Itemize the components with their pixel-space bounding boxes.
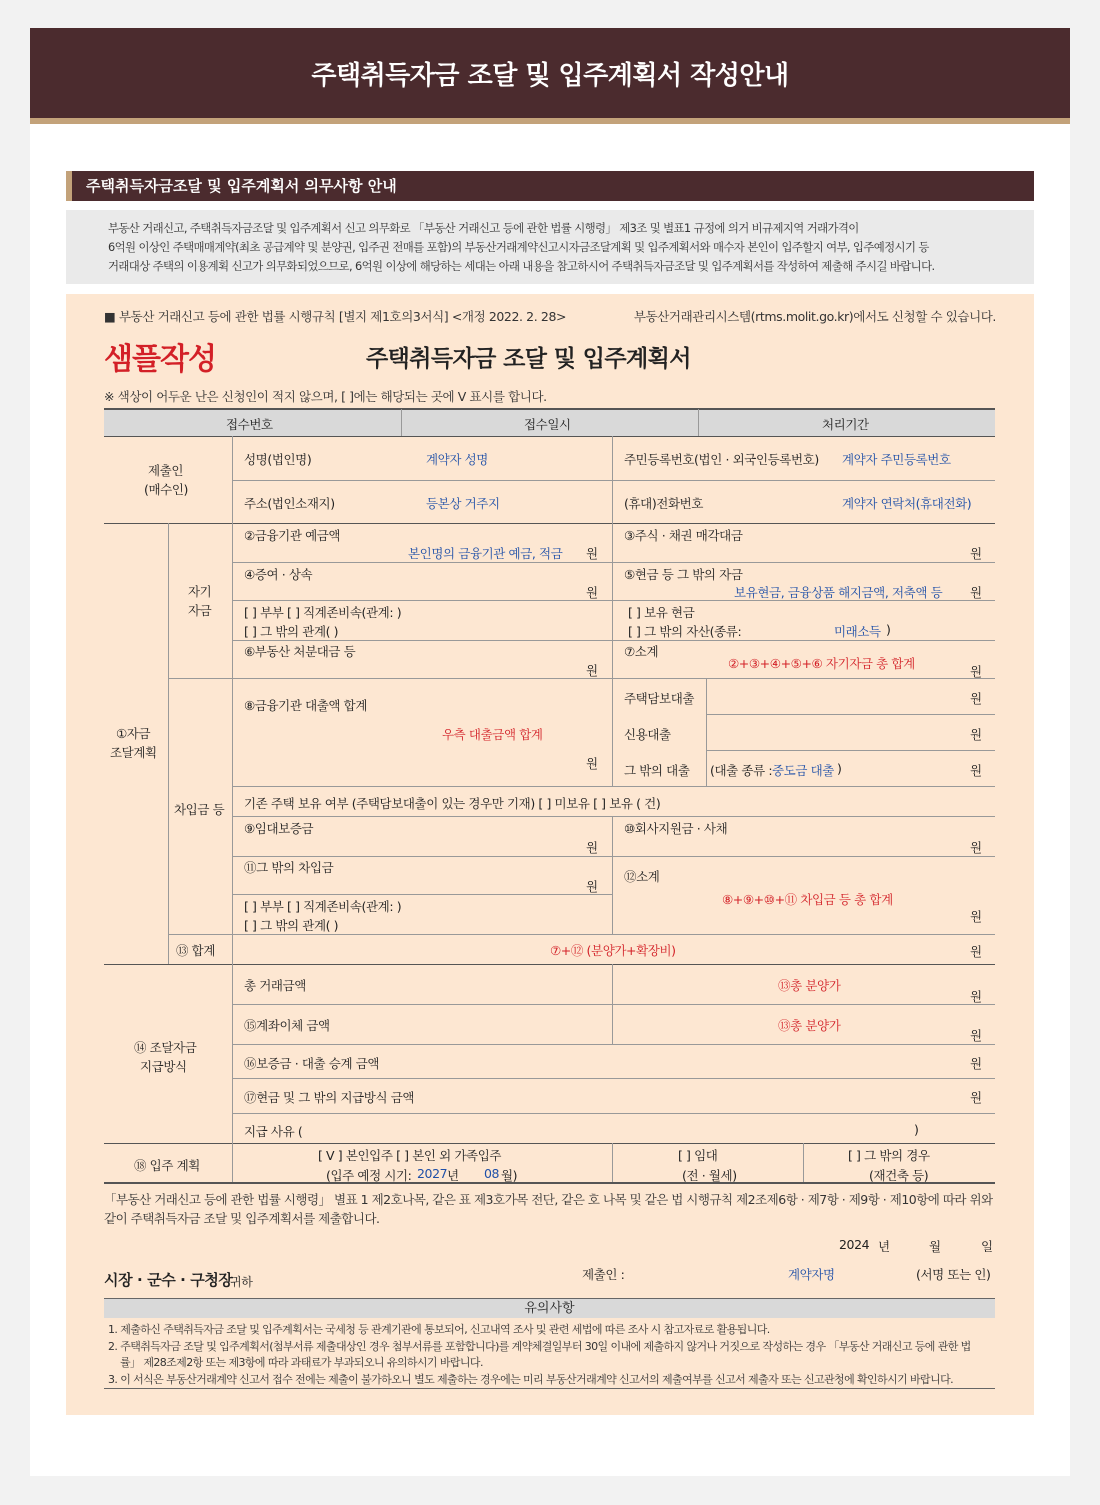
won-unit: 원	[970, 944, 982, 959]
credit-loan-label: 신용대출	[624, 727, 671, 742]
loan-type-value: 중도금 대출	[772, 763, 834, 778]
succession-label: ⑯보증금 · 대출 승계 금액	[244, 1056, 380, 1071]
existing-house-row: 기존 주택 보유 여부 (주택담보대출이 있는 경우만 기재) [ ] 미보유 [ ] 보유 ( 건)	[244, 796, 661, 811]
won-unit: 원	[586, 546, 598, 561]
notice-line: 거래대상 주택의 이용계획 신고가 의무화되었으므로, 6억원 이상에 해당하는 세대는 아래 내용을 참고하시어 주택취득자금조달 및 입주계획서를 작성하여 제출해 주시길 바랍니다.	[108, 259, 935, 273]
warning-item: 2. 주택취득자금 조달 및 입주계획서(첨부서류 제출대상인 경우 첨부서류를 포함합니다)를 계약체결일부터 30일 이내에 제출하지 않거나 거짓으로 작성하는 경우 「부동산 거래신고 등에 관한 법률」 제28조제2항 또는 제3항에 따라 과태료가 부과되오니 유의하시기 바랍니다.	[108, 1339, 971, 1369]
loan-subtotal-label: ⑫소계	[624, 869, 660, 884]
won-unit: 원	[970, 840, 982, 855]
submitter-sign-value: 계약자명	[788, 1267, 835, 1282]
id-label: 주민등록번호(법인 · 외국인등록번호)	[624, 452, 819, 467]
notice-line: 6억원 이상인 주택매매계약(최초 공급계약 및 분양권, 입주권 전매를 포함)의 부동산거래계약신고시자금조달계획 및 입주계획서와 매수자 본인이 입주할지 여부, 입주예정시기 등	[108, 240, 929, 254]
loan-relation-line-2: [ ] 그 밖의 관계( )	[244, 918, 339, 933]
won-unit: 원	[586, 879, 598, 894]
won-unit: 원	[586, 663, 598, 678]
phone-label: (휴대)전화번호	[624, 496, 704, 511]
guide-page	[30, 28, 1070, 1476]
warnings-title: 유의사항	[104, 1298, 995, 1318]
form-title: 주택취득자금 조달 및 입주계획서	[366, 346, 691, 372]
phone-value: 계약자 연락처(휴대전화)	[842, 496, 972, 511]
date-year: 2024	[839, 1237, 870, 1252]
relation-line-2: [ ] 그 밖의 관계( )	[244, 624, 339, 639]
relation-line-1: [ ] 부부 [ ] 직계존비속(관계: )	[244, 605, 402, 620]
head-receipt-date: 접수일시	[524, 417, 571, 432]
property-sale-label: ⑥부동산 처분대금 등	[244, 644, 356, 659]
won-unit: 원	[970, 585, 982, 600]
funding-label: ①자금	[116, 726, 151, 741]
move-in-year: 2027	[417, 1166, 448, 1181]
lease-check: [ ] 임대	[678, 1148, 718, 1163]
warnings-list	[108, 1322, 988, 1388]
won-unit: 원	[970, 1056, 982, 1071]
won-unit: 원	[970, 989, 982, 1004]
other-case-check: [ ] 그 밖의 경우	[848, 1148, 930, 1163]
transfer-label: ⑮계좌이체 금액	[244, 1018, 330, 1033]
submitter-label-sub: (매수인)	[144, 482, 188, 497]
won-unit: 원	[586, 756, 598, 771]
deposit-label: ②금융기관 예금액	[244, 528, 341, 543]
payment-label-sub: 지급방식	[140, 1059, 187, 1074]
grand-total-label: ⑬ 합계	[176, 943, 216, 958]
won-unit: 원	[970, 1028, 982, 1043]
date-year-unit: 년	[878, 1239, 890, 1254]
recipient-suffix: 귀하	[230, 1275, 253, 1289]
own-subtotal-label: ⑦소계	[624, 644, 659, 659]
own-funds-label: 자기	[188, 584, 212, 599]
deposit-value: 본인명의 금융기관 예금, 적금	[408, 546, 563, 561]
loan-type-end: )	[837, 761, 842, 776]
own-funds-label-sub: 자금	[188, 603, 212, 618]
form-note: ※ 색상이 어두운 난은 신청인이 적지 않으며, [ ]에는 해당되는 곳에 V 표시를 합니다.	[104, 389, 547, 404]
company-support-label: ⑩회사지원금 · 사채	[624, 821, 728, 836]
cash-payment-label: ⑰현금 및 그 밖의 지급방식 금액	[244, 1090, 415, 1105]
grand-total-value: ⑦+⑫ (분양가+확장비)	[550, 943, 676, 958]
name-value: 계약자 성명	[426, 452, 488, 467]
warning-item: 1. 제출하신 주택취득자금 조달 및 입주계획서는 국세청 등 관계기관에 통보되어, 신고내역 조사 및 관련 세법에 따른 조사 시 참고자료로 활용됩니다.	[108, 1323, 770, 1336]
section-title: 주택취득자금조달 및 입주계획서 의무사항 안내	[66, 171, 1034, 201]
loan-relation-line-1: [ ] 부부 [ ] 직계존비속(관계: )	[244, 899, 402, 914]
total-price-label: 총 거래금액	[244, 978, 306, 993]
total-price-value: ⑬총 분양가	[778, 978, 841, 993]
move-in-date-label: (입주 예정 시기:	[326, 1168, 412, 1183]
cash-held-check: [ ] 보유 현금	[628, 605, 695, 620]
funding-label-sub: 조달계획	[110, 745, 157, 760]
recipient: 시장 · 군수 · 구청장	[104, 1271, 233, 1289]
date-day: 일	[981, 1239, 993, 1254]
other-assets-check: [ ] 그 밖의 자산(종류:	[628, 624, 742, 639]
won-unit: 원	[970, 763, 982, 778]
move-in-label: ⑱ 입주 계획	[134, 1158, 200, 1173]
loans-label: 차입금 등	[174, 802, 225, 817]
won-unit: 원	[970, 1090, 982, 1105]
address-label: 주소(법인소재지)	[244, 496, 335, 511]
won-unit: 원	[970, 727, 982, 742]
warning-item: 3. 이 서식은 부동산거래계약 신고서 접수 전에는 제출이 불가하오니 별도 제출하는 경우에는 미리 부동산거래계약 신고서의 제출여부를 신고서 제출자 또는 신고관청에 확인하시기 바랍니다.	[108, 1372, 954, 1386]
payment-label: ⑭ 조달자금	[134, 1040, 197, 1055]
id-value: 계약자 주민등록번호	[842, 452, 951, 467]
loan-total-value: 우측 대출금액 합계	[442, 727, 543, 742]
page-header	[30, 28, 1070, 124]
won-unit: 원	[970, 664, 982, 679]
transfer-value: ⑬총 분양가	[778, 1018, 841, 1033]
loan-total-label: ⑧금융기관 대출액 합계	[244, 698, 368, 713]
won-unit: 원	[970, 909, 982, 924]
won-unit: 원	[586, 840, 598, 855]
lease-type: (전 · 월세)	[682, 1168, 737, 1183]
loan-type-label: (대출 종류 :	[710, 763, 773, 778]
lease-deposit-label: ⑨임대보증금	[244, 821, 314, 836]
year-unit: 년	[447, 1168, 459, 1183]
other-case-note: (재건축 등)	[869, 1168, 929, 1183]
law-reference: ■ 부동산 거래신고 등에 관한 법률 시행규칙 [별지 제1호의3서식] <개정 2022. 2. 28>	[104, 309, 567, 324]
cash-value: 보유현금, 금융상품 해지금액, 저축액 등	[734, 585, 943, 600]
other-assets-end: )	[886, 622, 891, 637]
won-unit: 원	[586, 585, 598, 600]
move-in-month: 08	[484, 1166, 500, 1181]
name-label: 성명(법인명)	[244, 452, 312, 467]
won-unit: 원	[970, 691, 982, 706]
sample-form	[66, 294, 1034, 1415]
notice-box	[66, 210, 1034, 284]
submitter-sign-label: 제출인 :	[582, 1267, 625, 1282]
sample-label: 샘플작성	[104, 342, 216, 377]
stock-label: ③주식 · 채권 매각대금	[624, 528, 743, 543]
cash-label: ⑤현금 등 그 밖의 자금	[624, 567, 743, 582]
page-title: 주택취득자금 조달 및 입주계획서 작성안내	[311, 60, 789, 91]
month-unit: 월)	[501, 1168, 518, 1183]
self-move-in-check: [ V ] 본인입주 [ ] 본인 외 가족입주	[318, 1148, 502, 1163]
submitter-label: 제출인	[148, 463, 184, 478]
declaration-text: 「부동산 거래신고 등에 관한 법률 시행령」 별표 1 제2호나목, 같은 표 제3호가목 전단, 같은 호 나목 및 같은 법 시행규칙 제2조제6항 · 제7항 · 제9항 · 제10항에 따라 위와 같이 주택취득자금 조달 및 입주계획서를 제출합니다.	[104, 1192, 993, 1226]
other-borrowing-label: ⑪그 밖의 차입금	[244, 860, 334, 875]
date-month: 월	[929, 1239, 941, 1254]
rtms-note: 부동산거래관리시스템(rtms.molit.go.kr)에서도 신청할 수 있습니다.	[633, 309, 996, 324]
address-value: 등본상 거주지	[426, 496, 500, 511]
signature-note: (서명 또는 인)	[916, 1267, 991, 1282]
other-loan-label: 그 밖의 대출	[624, 763, 690, 778]
reason-end: )	[914, 1122, 919, 1137]
other-assets-value: 미래소득	[834, 624, 881, 639]
loan-subtotal-value: ⑧+⑨+⑩+⑪ 차입금 등 총 합계	[722, 892, 893, 907]
reason-label: 지급 사유 (	[244, 1124, 303, 1139]
own-subtotal-value: ②+③+④+⑤+⑥ 자기자금 총 합계	[728, 656, 915, 671]
won-unit: 원	[970, 546, 982, 561]
notice-line: 부동산 거래신고, 주택취득자금조달 및 입주계획서 신고 의무화로 「부동산 거래신고 등에 관한 법률 시행령」 제3조 및 별표1 규정에 의거 비규제지역 거래가격이	[108, 221, 859, 235]
head-receipt-no: 접수번호	[226, 417, 273, 432]
gift-label: ④증여 · 상속	[244, 567, 313, 582]
head-process-period: 처리기간	[822, 417, 869, 432]
mortgage-label: 주택담보대출	[624, 691, 695, 706]
